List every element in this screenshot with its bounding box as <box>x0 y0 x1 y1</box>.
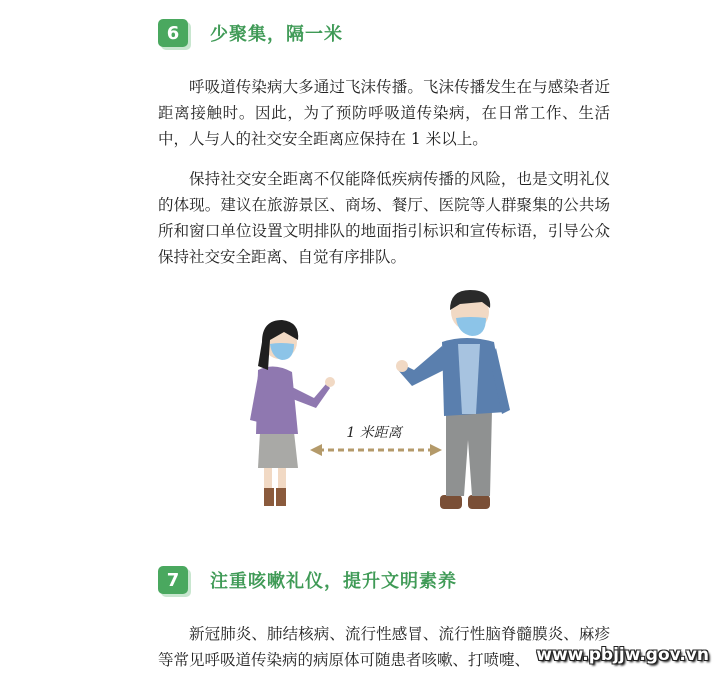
section-6-header <box>158 19 343 47</box>
section-6-number-badge: 6 <box>158 19 188 47</box>
section-7-paragraph-1: 新冠肺炎、肺结核病、流行性感冒、流行性脑脊髓膜炎、麻疹等常见呼吸道传染病的病原体可随患者咳嗽、打喷嚏、 <box>158 625 610 669</box>
site-watermark: www.pbjjw.gov.vn <box>536 645 709 665</box>
section-6-paragraph-1: 呼吸道传染病大多通过飞沫传播。飞沫传播发生在与感染者近距离接触时。因此，为了预防呼吸道传染病，在日常工作、生活中，人与人的社交安全距离应保持在 1 米以上。 <box>158 78 610 148</box>
section-6-paragraph-2: 保持社交安全距离不仅能降低疾病传播的风险，也是文明礼仪的体现。建议在旅游景区、商场、餐厅、医院等人群聚集的公共场所和窗口单位设置文明排队的地面指引标识和宣传标语，引导公众保持社交安全距离、自觉有序排队。 <box>158 170 610 266</box>
section-7-number-badge: 7 <box>158 566 188 594</box>
distance-label: 1 米距离 <box>331 422 417 444</box>
section-6-title: 少聚集，隔一米 <box>210 24 343 45</box>
section-7-header <box>158 566 457 594</box>
section-7-title: 注重咳嗽礼仪，提升文明素养 <box>210 571 457 592</box>
social-distance-illustration <box>244 290 516 518</box>
